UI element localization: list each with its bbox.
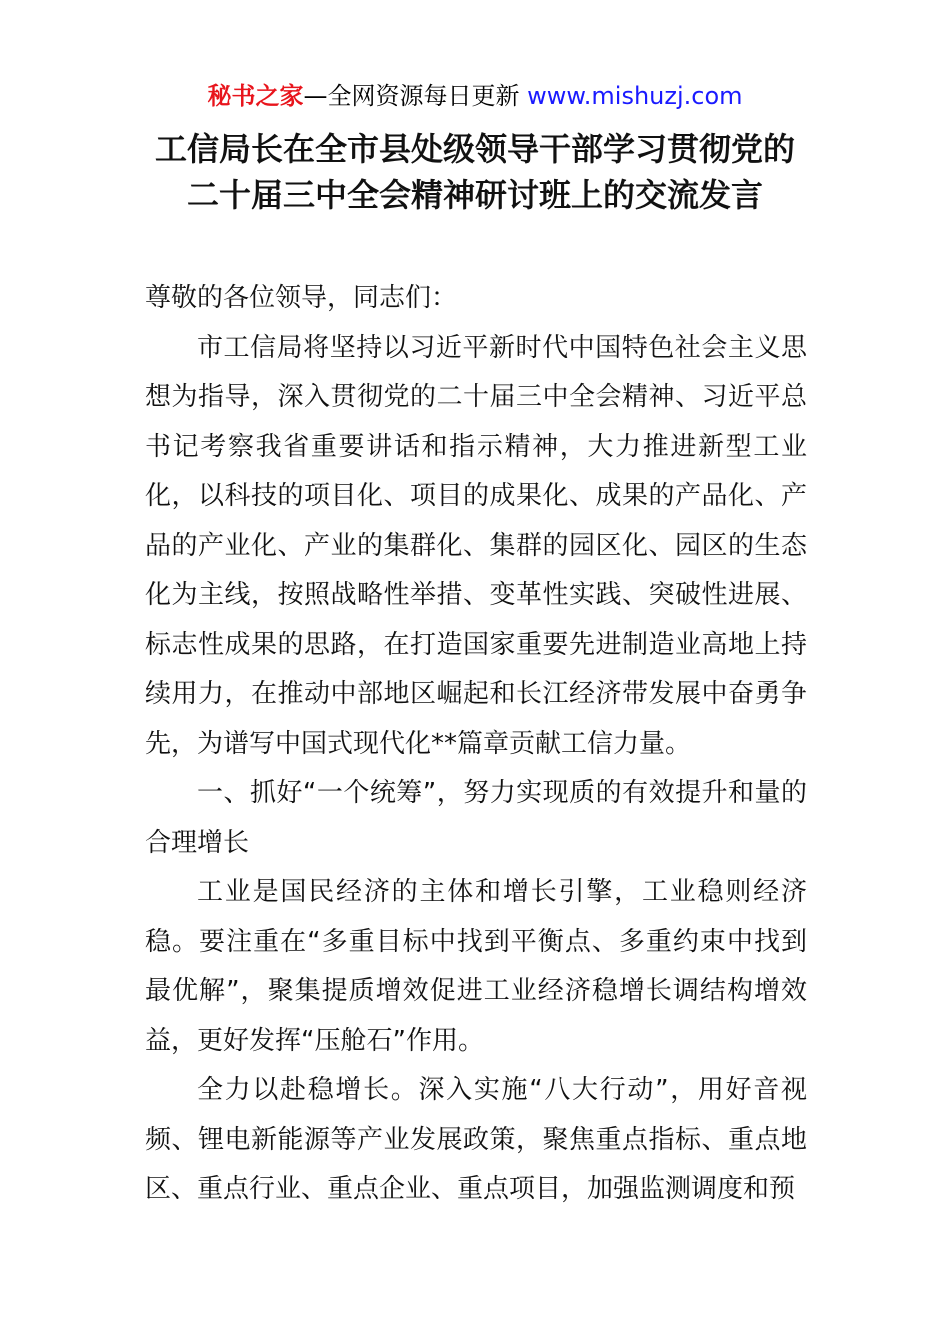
- site-header: [0, 80, 950, 112]
- site-url-link[interactable]: www.mishuzj.com: [527, 82, 743, 110]
- document-body: [145, 274, 807, 1215]
- title-line-1: 工信局长在全市县处级领导干部学习贯彻党的: [154, 130, 795, 168]
- salutation: 尊敬的各位领导，同志们：: [145, 283, 458, 313]
- site-tagline: —全网资源每日更新: [303, 82, 528, 110]
- paragraph-intro: 市工信局将坚持以习近平新时代中国特色社会主义思想为指导，深入贯彻党的二十届三中全会精神、习近平总书记考察我省重要讲话和指示精神，大力推进新型工业化，以科技的项目化、项目的成果化、成果的产品化、产品的产业化、产业的集群化、集群的园区化、园区的生态化为主线，按照战略性举措、变革性实践、突破性进展、标志性成果的思路，在打造国家重要先进制造业高地上持续用力，在推动中部地区崛起和长江经济带发展中奋勇争先，为谱写中国式现代化**篇章贡献工信力量。: [145, 332, 807, 759]
- section-heading-1: 一、抓好“一个统筹”，努力实现质的有效提升和量的合理增长: [145, 778, 807, 858]
- paragraph-industry: 工业是国民经济的主体和增长引擎，工业稳则经济稳。要注重在“多重目标中找到平衡点、多重约束中找到最优解”，聚集提质增效促进工业经济稳增长调结构增效益，更好发挥“压舱石”作用。: [145, 877, 807, 1056]
- title-line-2: 二十届三中全会精神研讨班上的交流发言: [186, 176, 763, 214]
- paragraph-stable-growth: 全力以赴稳增长。深入实施“八大行动”，用好音视频、锂电新能源等产业发展政策，聚焦重点指标、重点地区、重点行业、重点企业、重点项目，加强监测调度和预: [145, 1075, 807, 1204]
- document-title: [0, 126, 950, 218]
- site-brand: 秘书之家: [207, 82, 304, 110]
